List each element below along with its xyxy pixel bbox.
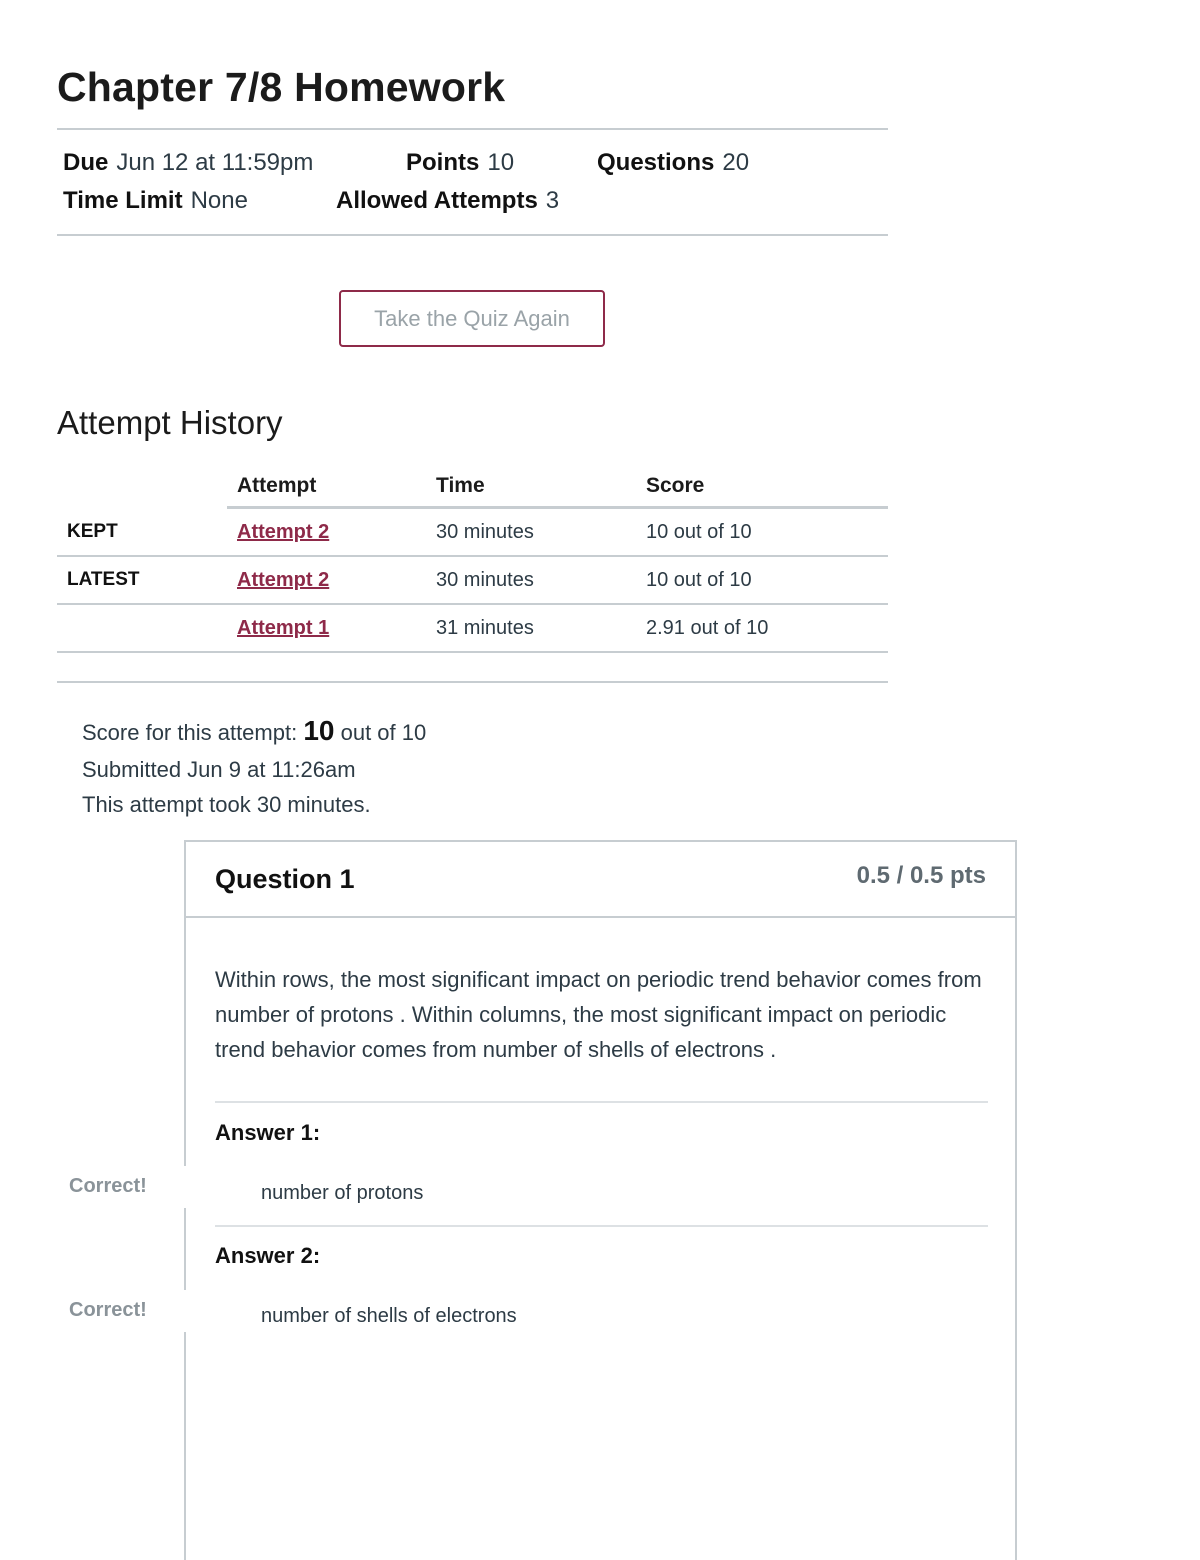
score-value: 10 — [303, 715, 335, 746]
page-title: Chapter 7/8 Homework — [57, 64, 506, 110]
points-label: Points — [406, 149, 480, 176]
attempt-duration: This attempt took 30 minutes. — [82, 792, 371, 817]
row-tag: KEPT — [57, 508, 227, 557]
row-time: 30 minutes — [426, 556, 636, 604]
due-value: Jun 12 at 11:59pm — [116, 149, 314, 176]
attempt-history-table — [57, 466, 888, 683]
row-time: 30 minutes — [426, 508, 636, 557]
allowed-attempts-label: Allowed Attempts — [336, 187, 538, 214]
column-header-score: Score — [636, 466, 888, 508]
questions-detail — [597, 149, 749, 177]
questions-value: 20 — [722, 149, 750, 176]
time-limit-detail — [63, 187, 248, 215]
column-header-time: Time — [426, 466, 636, 508]
due-label: Due — [63, 149, 109, 176]
question-card — [184, 840, 1017, 1560]
allowed-attempts-value: 3 — [545, 187, 560, 214]
answer-2-value: number of shells of electrons — [261, 1305, 517, 1327]
score-prefix: Score for this attempt: — [82, 720, 298, 745]
correct-marker-gap — [180, 1166, 190, 1208]
table-row — [57, 556, 888, 604]
question-text: Within rows, the most significant impact on periodic trend behavior comes from number of protons . Within columns, the most significant impact on periodic trend behavior comes from number of shells of electrons . — [215, 967, 982, 1062]
table-spacer-row — [57, 652, 888, 682]
submitted-time: Submitted Jun 9 at 11:26am — [82, 757, 356, 782]
attempt-link[interactable]: Attempt 2 — [237, 520, 330, 543]
question-header — [186, 842, 1015, 918]
points-detail — [406, 149, 514, 177]
attempt-link[interactable]: Attempt 1 — [237, 616, 330, 639]
row-score: 10 out of 10 — [636, 556, 888, 604]
divider-details — [57, 234, 888, 236]
due-detail — [63, 149, 313, 177]
points-value: 10 — [487, 149, 515, 176]
table-row — [57, 508, 888, 557]
table-row — [57, 604, 888, 652]
row-score: 10 out of 10 — [636, 508, 888, 557]
take-quiz-again-button[interactable]: Take the Quiz Again — [339, 290, 605, 347]
attempt-score — [82, 715, 426, 747]
column-header-attempt: Attempt — [227, 466, 426, 508]
attempt-link[interactable]: Attempt 2 — [237, 568, 330, 591]
answer-2-correct-label: Correct! — [69, 1299, 147, 1321]
row-tag: LATEST — [57, 556, 227, 604]
row-score: 2.91 out of 10 — [636, 604, 888, 652]
questions-label: Questions — [597, 149, 715, 176]
row-time: 31 minutes — [426, 604, 636, 652]
answer-divider — [215, 1101, 988, 1103]
answer-2-label: Answer 2: — [215, 1243, 321, 1268]
table-header-row — [57, 466, 888, 508]
answer-1-value: number of protons — [261, 1182, 424, 1204]
allowed-attempts-detail — [336, 187, 559, 215]
question-points: 0.5 / 0.5 pts — [856, 862, 986, 889]
score-suffix: out of 10 — [340, 720, 427, 745]
answer-divider — [215, 1225, 988, 1227]
time-limit-label: Time Limit — [63, 187, 183, 214]
question-title: Question 1 — [215, 864, 355, 894]
attempt-history-heading: Attempt History — [57, 404, 283, 441]
answer-1-correct-label: Correct! — [69, 1175, 147, 1197]
row-tag — [57, 604, 227, 652]
correct-marker-gap — [180, 1290, 190, 1332]
divider-top — [57, 128, 888, 130]
answer-1-label: Answer 1: — [215, 1120, 321, 1145]
time-limit-value: None — [190, 187, 248, 214]
column-header-tag — [57, 466, 227, 508]
